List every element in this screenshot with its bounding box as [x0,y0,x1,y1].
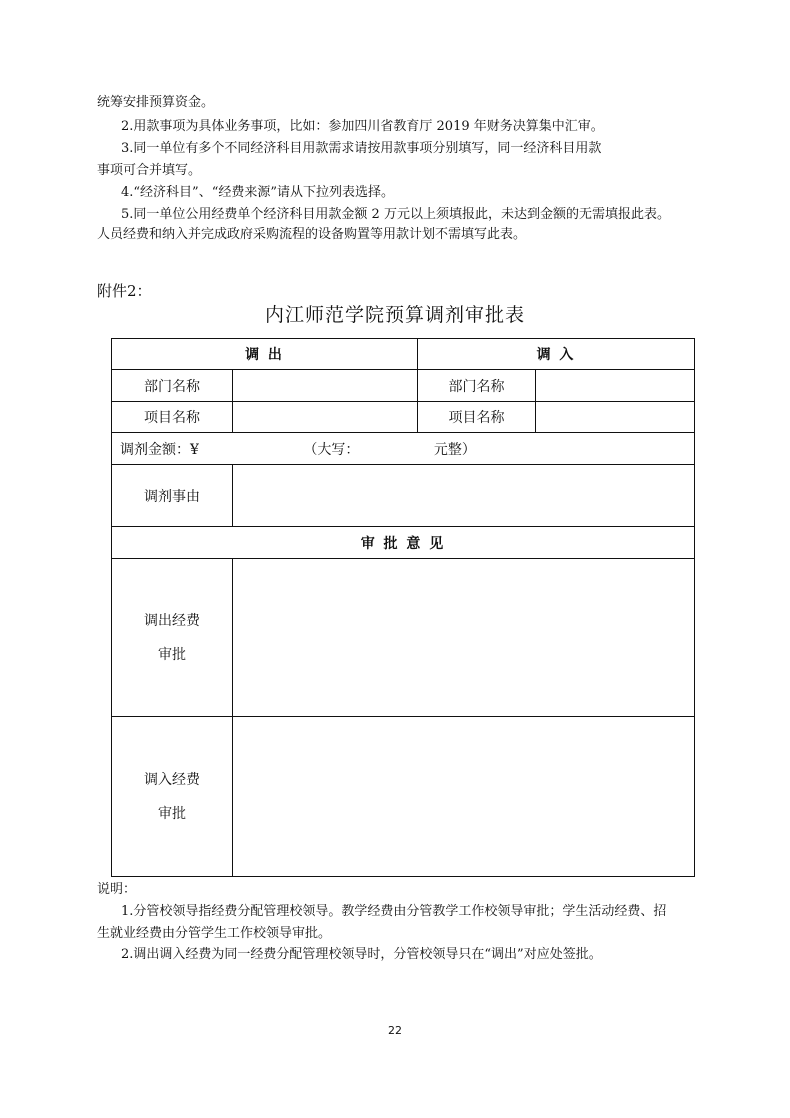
note-line: 2.用款事项为具体业务事项，比如：参加四川省教育厅 2019 年财务决算集中汇审。 [121,119,604,134]
note-line: 4.“经济科目”、“经费来源”请从下拉列表选择。 [121,185,394,200]
in-project-label: 项目名称 [418,402,536,433]
in-approval-label-line1: 调入经费 [144,771,200,788]
in-dept-label: 部门名称 [418,370,536,402]
in-dept-field[interactable] [536,370,695,402]
form-title: 内江师范学院预算调剂审批表 [264,304,525,326]
amount-row[interactable] [112,433,695,465]
in-approval-label-line2: 审批 [158,805,186,822]
amount-capital-label: （大写： [303,441,360,458]
in-approval-field[interactable] [233,717,695,877]
out-project-label: 项目名称 [112,402,233,433]
approval-form-table [111,338,695,877]
bottom-note-line: 1.分管校领导指经费分配管理校领导。教学经费由分管教学工作校领导审批；学生活动经费、招 [121,904,667,919]
in-approval-label [112,717,233,877]
approval-header: 审 批 意 见 [112,527,695,559]
out-approval-field[interactable] [233,559,695,717]
out-approval-label-line2: 审批 [158,646,186,663]
note-line: 统筹安排预算资金。 [97,95,215,110]
out-header: 调 出 [112,339,418,370]
note-line: 事项可合并填写。 [97,163,202,178]
in-header: 调 入 [418,339,695,370]
out-project-field[interactable] [233,402,418,433]
note-line: 3.同一单位有多个不同经济科目用款需求请按用款事项分别填写，同一经济科目用款 [121,141,602,156]
bottom-note-title: 说明： [97,882,137,897]
in-project-field[interactable] [536,402,695,433]
out-approval-label-line1: 调出经费 [144,612,200,629]
amount-unit-label: 元整） [433,441,476,458]
amount-label: 调剂金额：¥ [120,441,199,458]
page-number: 22 [388,1024,402,1037]
out-approval-label [112,559,233,717]
note-line: 5.同一单位公用经费单个经济科目用款金额 2 万元以上须填报此，未达到金额的无需填报此表。 [121,207,670,222]
reason-label: 调剂事由 [112,465,233,527]
reason-field[interactable] [233,465,695,527]
bottom-note-line: 2.调出调入经费为同一经费分配管理校领导时，分管校领导只在“调出”对应处签批。 [121,947,602,962]
out-dept-label: 部门名称 [112,370,233,402]
out-dept-field[interactable] [233,370,418,402]
note-line: 人员经费和纳入并完成政府采购流程的设备购置等用款计划不需填写此表。 [97,227,527,242]
attachment-label: 附件2： [97,282,152,300]
bottom-note-line: 生就业经费由分管学生工作校领导审批。 [97,926,332,941]
